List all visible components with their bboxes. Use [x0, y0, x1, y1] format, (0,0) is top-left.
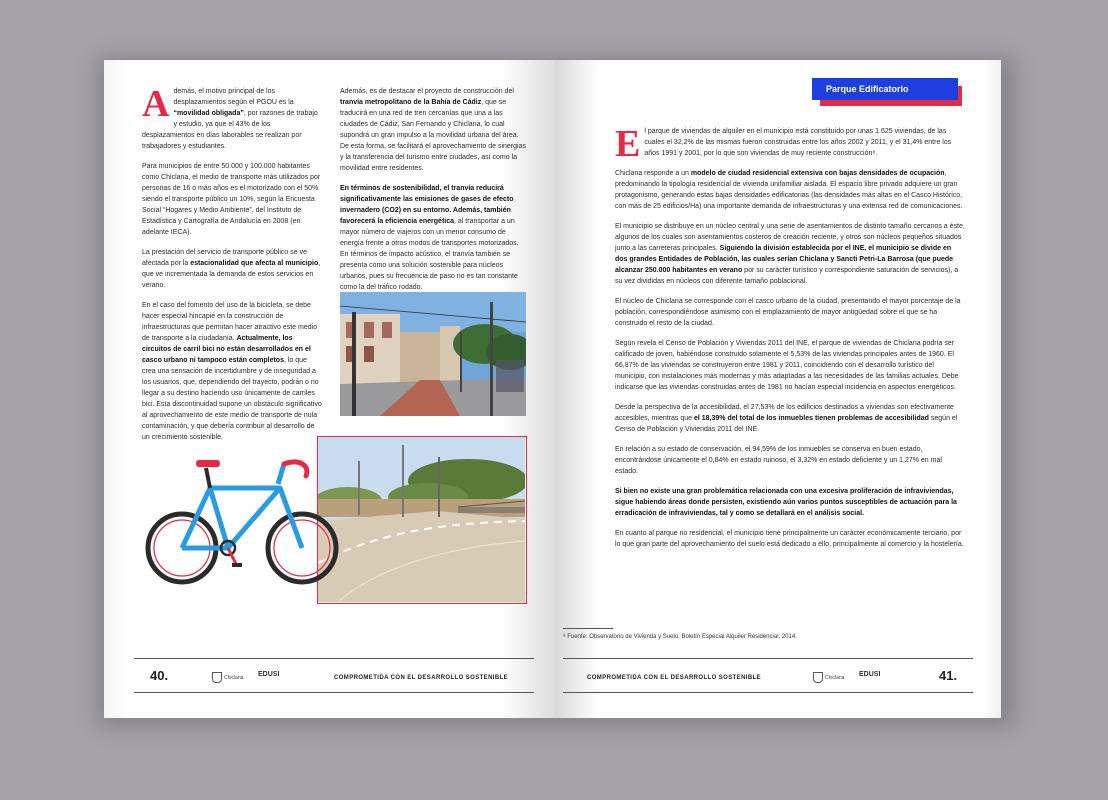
logo-text: EDUSI — [258, 671, 280, 678]
paragraph: Según revela el Censo de Población y Viviendas 2011 del INE, el parque de viviendas de Chiclana podría ser calificado de joven, habiéndose construido solamente el 5,53% de las viviendas principales antes de 1960. El 66,87% de las viviendas se construyeron entre 1981 y 2011, coincidiendo con el desarrollo turístico del municipio, con instalaciones más modernas y más adaptadas a las necesidades de las familias actuales. Debe indicarse que las viviendas construidas antes de 1981 no hacían especial incidencia en aspectos energéticos. — [615, 340, 959, 391]
paragraph — [142, 83, 322, 152]
text-bold: Siguiendo la división establecida por el INE, el municipio se divide en dos grandes Entidades de Población, las cuales serían Chiclana y Sancti Petri-La Barrosa (que puede alcanzar 250.000 habitantes en verano — [615, 245, 954, 274]
text-bold: modelo de ciudad residencial extensiva con bajas densidades de ocupación — [690, 170, 945, 177]
text-bold: Actualmente, los circuitos de carril bici no están desarrollados en el casco urbano ni tampoco están completos — [142, 335, 311, 364]
paragraph — [615, 123, 965, 165]
text-bold: el 18,39% del total de los inmuebles tienen problemas de accesibilidad — [693, 415, 929, 422]
text-bold: estacionalidad que afecta al municipio — [190, 260, 319, 267]
footer-tagline: COMPROMETIDA CON EL DESARROLLO SOSTENIBLE — [587, 675, 762, 681]
crest-icon — [212, 672, 222, 683]
text: Además, es de destacar el proyecto de construcción del — [340, 88, 514, 95]
paragraph: En relación a su estado de conservación, el 94,59% de los inmuebles se conserva en buen estado, encontrándose únicamente el 0,84% en estado ruinoso, el 3,32% en estado deficiente y un 1,27% en mal estado. — [615, 446, 942, 475]
text: , que se traducirá en una red de tren cercanías que una a las ciudades de Cádiz, San Fernando y Chiclana, lo cual supondrá un gran impulso a la movilidad urbana del área. De esta forma, se facilitará el aprovechamiento de sinergias y la transferencia del turismo entre ciudades, así como la movilidad entre residentes. — [340, 99, 526, 172]
tram-street-illustration — [340, 292, 526, 416]
paragraph — [615, 486, 965, 519]
dropcap: E — [615, 123, 641, 165]
text: , al transportar a un mayor número de viajeros con un menor consumo de energía frente a otros modos de transportes motorizados. En términos de impacto acústico, el tranvía también se presenta como una solución sostenible para núcleos urbanos, pues su frecuencia de paso no es tan constante como la del tráfico rodado. — [340, 218, 519, 291]
chiclana-logo — [813, 672, 844, 683]
bike-lane-illustration — [318, 437, 525, 602]
footnote-rule — [563, 628, 613, 629]
footer-rule-top — [563, 658, 973, 659]
section-banner: Parque Edificatorio — [812, 78, 958, 100]
text: Chiclana responde a un — [615, 170, 691, 177]
page-number: 40. — [150, 668, 169, 683]
paragraph — [615, 402, 965, 435]
text: , que ve incrementada la demanda de estos servicios en verano. — [142, 260, 321, 289]
left-page — [104, 60, 555, 718]
paragraph — [340, 183, 526, 293]
footer-rule-top — [134, 658, 534, 659]
edusi-logo — [859, 671, 880, 678]
logo-text: Chiclana — [825, 674, 845, 681]
right-text-column — [615, 123, 965, 559]
footer-tagline: COMPROMETIDA CON EL DESARROLLO SOSTENIBLE — [334, 675, 509, 681]
text: Desde la perspectiva de la accesibilidad, el 27,53% de los edificios destinados a viviendas son efectivamente accesibles, mientras que — [615, 404, 954, 422]
footnote: ⁸ Fuente: Observatorio de Vivienda y Suelo. Boletín Especial Alquiler Residencial. 2014. — [563, 634, 797, 640]
paragraph: Para municipios de entre 50.000 y 100.000 habitantes como Chiclana, el medio de transporte más utilizados por personas de 16 o más años es el motorizado con el 50% siendo el transporte público un 10%, según la Encuesta Social “Hogares y Medio Ambiente”, del Instituto de Estadística y Cartografía de Andalucía en 2008 (en adelante IECA). — [142, 163, 321, 236]
text: La prestación del servicio de transporte público se ve afectada por la — [142, 249, 307, 267]
text: l parque de viviendas de alquiler en el municipio está constituido por unas 1.625 viviendas, de las cuales el 32,2% de las mismas fueron construidas entre los años 2002 y 2011, y el 31,4% entre los años 1991 y 2001, por lo que son viviendas de muy reciente construcción⁸. — [644, 128, 952, 157]
paragraph — [142, 300, 322, 443]
paragraph — [142, 247, 322, 291]
left-column-1 — [142, 83, 322, 452]
footer-rule-bottom — [563, 692, 973, 693]
logo-text: Chiclana — [224, 674, 244, 681]
right-page — [555, 60, 1001, 718]
edusi-logo — [258, 671, 279, 678]
page-number: 41. — [939, 668, 958, 683]
paragraph — [340, 86, 526, 174]
paragraph: El núcleo de Chiclana se corresponde con el casco urbano de la ciudad, presentando el mayor porcentaje de la población, correspondiéndose asimismo con el emplazamiento de mayor antigüedad sobre el que se ha construido el resto de la ciudad. — [615, 298, 961, 327]
dropcap: A — [142, 83, 170, 125]
text: En el caso del fomento del uso de la bicicleta, se debe hacer especial hincapié en la construcción de infraestructuras que permitan hacer atractivo este medio de transporte a la ciudadanía. — [142, 302, 318, 342]
paragraph: En cuanto al parque no residencial, el municipio tiene principalmente un carácter económicamente terciario, por lo que gran parte del aprovechamiento del suelo está dedicado a ello, principalmente al comercio y la hostelería. — [615, 530, 964, 548]
text: , lo que crea una sensación de incertidumbre y de inseguridad a los usuarios, que, dependiendo del trayecto, podrán o no llegar a su destino haciendo uso únicamente de carriles bici. Esta discontinuidad supone un obstáculo significativo al aprovechamiento de este medio de transporte de nula contaminación, y que debería contribuir al desarrollo de un crecimiento sostenible. — [142, 357, 322, 441]
text-bold: En términos de sostenibilidad, el tranvía reducirá significativamente las emisiones de gases de efecto invernadero (CO2) en su entorno. Además, también favorecerá la eficiencia energética — [340, 185, 514, 225]
chiclana-logo — [212, 672, 243, 683]
left-column-2 — [340, 86, 526, 302]
text-bold: “movilidad obligada” — [173, 110, 244, 117]
text: según el Censo de Población y Viviendas 2011 del INE. — [615, 415, 958, 433]
text: por su carácter turístico y correspondiente saturación de servicios), a su vez divididas en núcleos con diferente tamaño poblacional. — [615, 267, 959, 285]
bike-lane-photo — [317, 436, 527, 604]
text-bold: tranvía metropolitano de la Bahía de Cádiz — [340, 99, 482, 106]
tram-street-photo — [340, 292, 526, 416]
paragraph — [615, 168, 965, 212]
bicycle-illustration — [140, 448, 340, 608]
crest-icon — [813, 672, 823, 683]
text: , por razones de trabajo y estudio, ya que el 43% de los desplazamientos en días laborables se realizan por trabajadores y estudiantes. — [142, 110, 318, 150]
paragraph — [615, 221, 965, 287]
text: demás, el motivo principal de los desplazamientos según el PGOU es la — [173, 88, 294, 106]
text: , predominando la tipología residencial de vivienda unifamiliar aislada. El espacio libre privado adquiere un gran protagonismo, generando estas bajas densidades edificatorias (las densidades más altas en el Casco Histórico, con más de 25 edificios/Ha) una importante demanda de infraestructuras y una extensa red de comunicaciones. — [615, 170, 963, 210]
footer-rule-bottom — [134, 692, 534, 693]
logo-text: EDUSI — [859, 671, 881, 678]
text: El municipio se distribuye en un núcleo central y una serie de asentamientos de distinto tamaño cercanos a éste, algunos de los cuales son asentamientos costeros de creación reciente, y otros son núcleos pequeños situados junto a las carreteras principales. — [615, 223, 965, 252]
text-bold: Si bien no existe una gran problemática relacionada con una excesiva proliferación de infraviviendas, sigue habiendo áreas donde persisten, existiendo aún varios puntos susceptibles de actuación para la erradicación de infraviviendas, tal y como se detallará en el análisis social. — [615, 488, 957, 517]
